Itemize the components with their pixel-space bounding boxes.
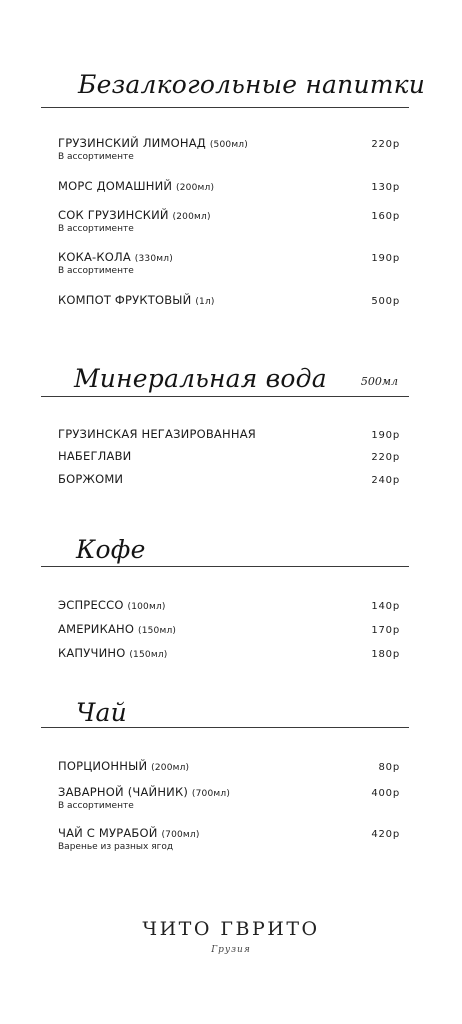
item-name: ПОРЦИОННЫЙ (200мл) (58, 759, 190, 773)
item-name: ЭСПРЕССО (100мл) (58, 598, 166, 612)
item-price: 160р (371, 211, 400, 222)
item-price: 130р (371, 182, 400, 193)
item-volume: (1л) (195, 297, 215, 307)
menu-item (58, 759, 400, 773)
section-divider (41, 107, 409, 108)
item-description: В ассортименте (58, 152, 134, 162)
item-price: 170р (371, 625, 400, 636)
item-name: КАПУЧИНО (150мл) (58, 646, 168, 660)
menu-item (58, 293, 400, 307)
item-description: В ассортименте (58, 224, 134, 234)
item-price: 240р (371, 475, 400, 486)
menu-item (58, 472, 400, 486)
item-volume: (100мл) (127, 602, 166, 612)
brand-logo-name: ЧИТО ГВРИТО (142, 918, 320, 940)
item-price: 140р (371, 601, 400, 612)
section-title-coffee: Кофе (76, 535, 146, 564)
item-price: 190р (371, 253, 400, 264)
item-volume: (150мл) (129, 650, 168, 660)
menu-item (58, 449, 400, 463)
menu-item (58, 427, 400, 441)
item-price: 80р (378, 762, 400, 773)
section-title-mineral-water: Минеральная вода (74, 364, 327, 393)
item-volume: (200мл) (172, 212, 211, 222)
menu-item (58, 622, 400, 636)
item-volume: (200мл) (176, 183, 215, 193)
menu-item (58, 826, 400, 852)
menu-item (58, 136, 400, 162)
menu-item (58, 250, 400, 276)
item-price: 190р (371, 430, 400, 441)
item-volume: (330мл) (134, 254, 173, 264)
item-price: 400р (371, 788, 400, 799)
menu-item (58, 785, 400, 811)
item-price: 180р (371, 649, 400, 660)
item-name: МОРС ДОМАШНИЙ (200мл) (58, 179, 215, 193)
menu-item (58, 179, 400, 193)
item-price: 220р (371, 139, 400, 150)
item-name: ГРУЗИНСКАЯ НЕГАЗИРОВАННАЯ (58, 427, 256, 441)
section-divider (41, 727, 409, 728)
item-name: ЗАВАРНОЙ (ЧАЙНИК) (700мл) (58, 785, 231, 799)
section-title-tea: Чай (76, 698, 127, 727)
item-description: В ассортименте (58, 266, 134, 276)
item-name: АМЕРИКАНО (150мл) (58, 622, 177, 636)
item-volume: (700мл) (191, 789, 231, 799)
item-name: БОРЖОМИ (58, 472, 124, 486)
item-volume: (150мл) (137, 626, 177, 636)
item-volume: (700мл) (161, 830, 200, 840)
item-name: НАБЕГЛАВИ (58, 449, 132, 463)
item-volume: (500мл) (209, 140, 248, 150)
item-name: КОМПОТ ФРУКТОВЫЙ (1л) (58, 293, 215, 307)
section-divider (41, 396, 409, 397)
section-title-soft-drinks: Безалкогольные напитки (78, 70, 426, 99)
item-name: ЧАЙ С МУРАБОЙ (700мл) (58, 826, 200, 840)
section-volume-note: 500мл (360, 375, 398, 388)
item-volume: (200мл) (151, 763, 190, 773)
menu-item (58, 598, 400, 612)
menu-item (58, 646, 400, 660)
item-name: СОК ГРУЗИНСКИЙ (200мл) (58, 208, 211, 222)
brand-logo-tagline: Грузия (211, 945, 251, 955)
item-name: ГРУЗИНСКИЙ ЛИМОНАД (500мл) (58, 136, 248, 150)
section-divider (41, 566, 409, 567)
item-price: 420р (371, 829, 400, 840)
item-price: 220р (371, 452, 400, 463)
item-name: КОКА-КОЛА (330мл) (58, 250, 173, 264)
menu-item (58, 208, 400, 234)
item-price: 500р (371, 296, 400, 307)
item-description: В ассортименте (58, 801, 134, 811)
item-description: Варенье из разных ягод (58, 842, 174, 852)
